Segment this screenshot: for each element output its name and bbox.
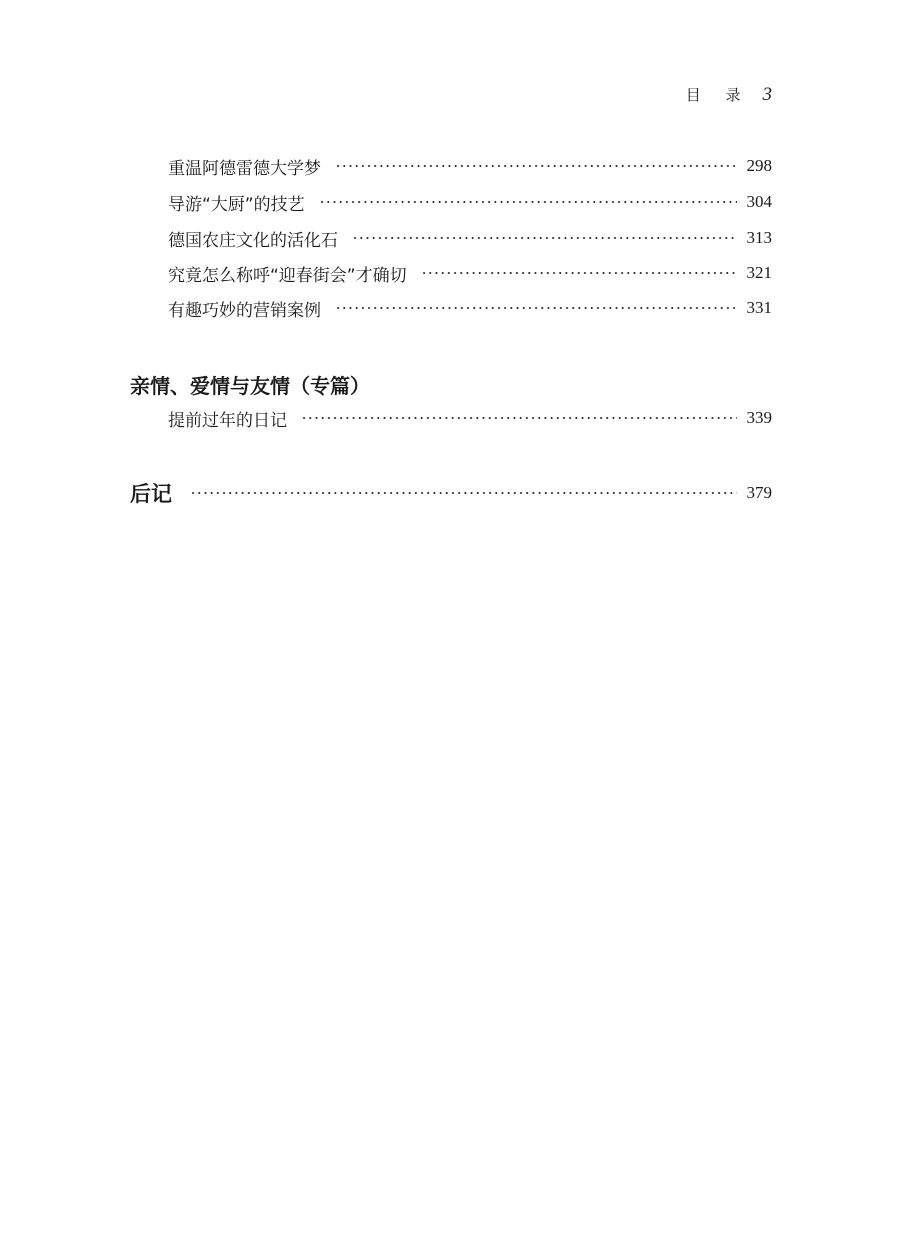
running-head-label: 目 录 bbox=[685, 86, 751, 104]
dot-leader bbox=[190, 491, 737, 495]
toc-entry-title: 导游“大厨”的技艺 bbox=[168, 194, 305, 215]
toc-entry-page: 321 bbox=[746, 263, 772, 282]
toc-entry-title: 究竟怎么称呼“迎春街会”才确切 bbox=[168, 265, 407, 286]
dot-leader bbox=[335, 164, 737, 168]
toc-afterword[interactable] bbox=[130, 478, 772, 508]
running-head-page-number: 3 bbox=[762, 84, 772, 105]
dot-leader bbox=[301, 416, 737, 420]
dot-leader bbox=[335, 306, 737, 310]
toc-entry[interactable] bbox=[168, 404, 772, 432]
afterword-title: 后记 bbox=[130, 482, 172, 506]
toc-entry-page: 331 bbox=[746, 298, 772, 317]
toc-entry-title: 提前过年的日记 bbox=[168, 410, 287, 431]
toc-entry-title: 有趣巧妙的营销案例 bbox=[168, 300, 321, 321]
section-heading: 亲情、爱情与友情（专篇） bbox=[130, 374, 370, 398]
toc-entry[interactable] bbox=[168, 152, 772, 180]
toc-entry-title: 重温阿德雷德大学梦 bbox=[168, 158, 321, 179]
toc-entry-title: 德国农庄文化的活化石 bbox=[168, 230, 338, 251]
toc-entry-page: 339 bbox=[746, 408, 772, 427]
toc-entry-page: 298 bbox=[746, 156, 772, 175]
toc-entry-page: 313 bbox=[746, 228, 772, 247]
toc-entry[interactable] bbox=[168, 224, 772, 252]
toc-entry[interactable] bbox=[168, 294, 772, 322]
dot-leader bbox=[352, 236, 737, 240]
toc-entry-page: 304 bbox=[746, 192, 772, 211]
toc-entry[interactable] bbox=[168, 188, 772, 216]
dot-leader bbox=[319, 200, 737, 204]
toc-entry[interactable] bbox=[168, 259, 772, 287]
dot-leader bbox=[421, 271, 737, 275]
afterword-page: 379 bbox=[746, 483, 772, 502]
running-head bbox=[686, 84, 772, 106]
